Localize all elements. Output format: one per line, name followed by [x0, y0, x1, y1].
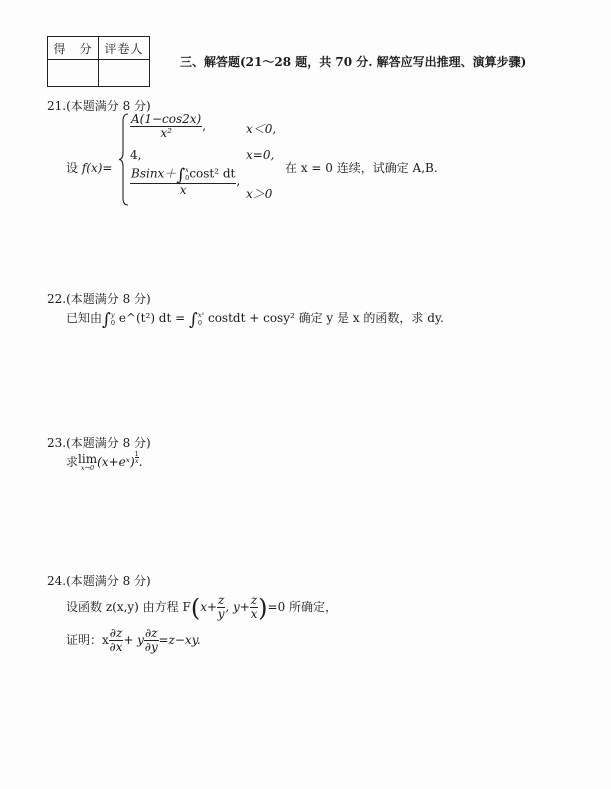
q22-body: 已知由∫ y 0 e^(t²) dt = ∫ x² 0 costdt + cosy² 确定 y 是 x 的函数，求 dy.: [66, 310, 444, 330]
score-box: [47, 36, 150, 87]
grader-cell[interactable]: [99, 60, 150, 87]
grader-label: 评卷人: [99, 37, 150, 60]
q21-case3-fraction: Bsinx＋∫ x 0 cost² dt x: [131, 165, 236, 197]
q24-line2: 证明：x $\frac{\partial z}{\partial x}$ + y $\frac{\partial z}{\partial y}$ =z−xy.: [66, 626, 201, 654]
q21-tail: 在 x = 0 连续，试确定 A,B.: [285, 161, 438, 175]
integral-icon: ∫: [189, 310, 198, 330]
integral-icon: ∫: [176, 165, 186, 186]
q21-case3-cond: x＞0: [246, 187, 273, 201]
q24-heading: 24.(本题满分 8 分): [47, 574, 151, 588]
q21-case1: $\frac{A(1-\cos 2x)}{\text{x²}}$ ,: [131, 112, 207, 140]
q23-heading: 23.(本题满分 8 分): [47, 436, 151, 450]
q21-lead: 设 f(x)=: [66, 161, 113, 175]
q21-case1-fraction: $\frac{A(1-\cos 2x)}{\text{x²}}$: [131, 112, 202, 140]
q21-heading: 21.(本题满分 8 分): [47, 99, 151, 113]
q23-body: 求 lim x→0 (x+eˣ) $\frac{1}{x}$ .: [66, 450, 143, 472]
score-label: 得 分: [48, 37, 99, 60]
q21-case1-cond: x＜0,: [246, 122, 277, 136]
q21-case3: Bsinx＋∫ x 0 cost² dt x ,: [131, 165, 241, 197]
score-cell[interactable]: [48, 60, 99, 87]
left-brace-icon: [119, 113, 129, 206]
q22-heading: 22.(本题满分 8 分): [47, 292, 151, 306]
q21-case2: 4,: [130, 148, 142, 162]
section-title: 三、解答题(21～28 题，共 70 分. 解答应写出推理、演算步骤): [180, 55, 527, 69]
q21-case2-cond: x=0,: [246, 148, 275, 162]
q24-line1: 设函数 z(x,y) 由方程 F(x+ $\frac{z}{y}$ , y+ $\frac{z}{x}$ )=0 所确定，: [66, 593, 338, 622]
integral-icon: ∫: [102, 310, 111, 330]
